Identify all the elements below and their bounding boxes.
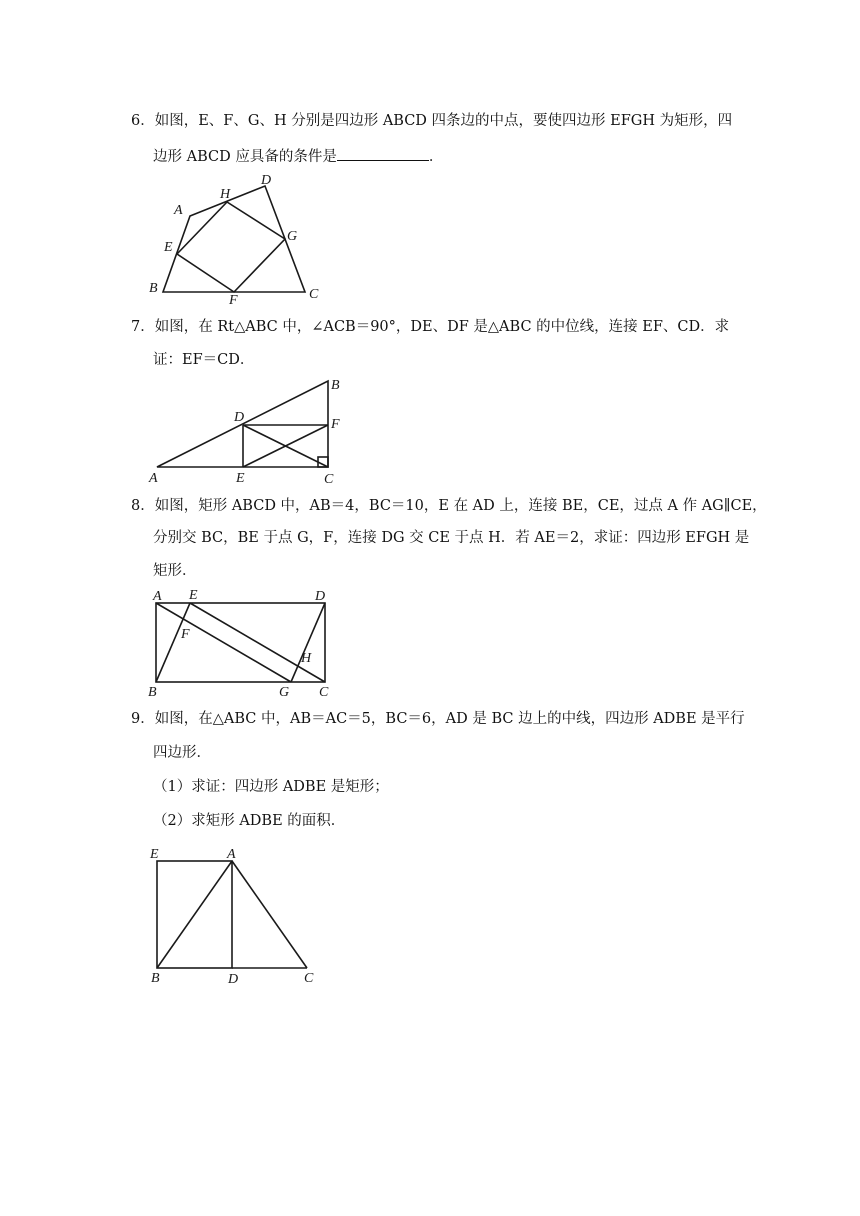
label-a: A [227,847,236,862]
segment-ab [157,861,232,968]
label-e: E [164,240,173,255]
label-d: D [228,972,239,987]
label-d: D [315,589,326,604]
problem-9-part-2: （2）求矩形 ADBE 的面积． [153,813,346,829]
problem-9-line-1: 9．如图，在△ABC 中，AB＝AC＝5，BC＝6，AD 是 BC 边上的中线，四边形 ADBE 是平行 [131,711,745,727]
label-b: B [151,971,160,986]
segment-ac [232,861,307,968]
label-f: F [331,417,340,432]
problem-8-line-2: 分别交 BC，BE 于点 G，F，连接 DG 交 CE 于点 H．若 AE＝2，求证：四边形 EFGH 是 [153,530,750,546]
label-f: F [229,293,238,308]
problem-6-line-1: 6．如图，E、F、G、H 分别是四边形 ABCD 四条边的中点，要使四边形 EFGH 为矩形，四 [131,113,733,129]
problem-8-line-3: 矩形． [153,563,197,579]
label-e: E [236,471,245,486]
label-g: G [279,685,290,700]
label-e: E [150,847,159,862]
problem-8-line-1: 8．如图，矩形 ABCD 中，AB＝4，BC＝10，E 在 AD 上，连接 BE，CE，过点 A 作 AG∥CE， [131,498,767,514]
label-c: C [304,971,314,986]
label-h: H [301,651,312,666]
label-b: B [149,281,158,296]
label-c: C [319,685,329,700]
label-d: D [234,410,245,425]
label-f: F [181,627,190,642]
label-c: C [324,472,334,487]
label-g: G [287,229,298,244]
problem-9-part-1: （1）求证：四边形 ADBE 是矩形； [153,779,389,795]
label-e: E [189,588,198,603]
label-a: A [149,471,158,486]
label-h: H [220,187,231,202]
label-b: B [331,378,340,393]
problem-9-line-2: 四边形． [153,745,211,761]
label-b: B [148,685,157,700]
problem-7-line-2: 证：EF＝CD． [153,352,255,368]
problem-6-period: ． [428,149,444,165]
label-c: C [309,287,319,302]
problem-7-line-1: 7．如图，在 Rt△ABC 中，∠ACB＝90°，DE、DF 是△ABC 的中位线，连接 EF、CD．求 [131,319,730,335]
label-a: A [153,589,162,604]
problem-6-line-2-text: 边形 ABCD 应具备的条件是 [153,149,337,165]
label-d: D [261,173,272,188]
label-a: A [174,203,183,218]
